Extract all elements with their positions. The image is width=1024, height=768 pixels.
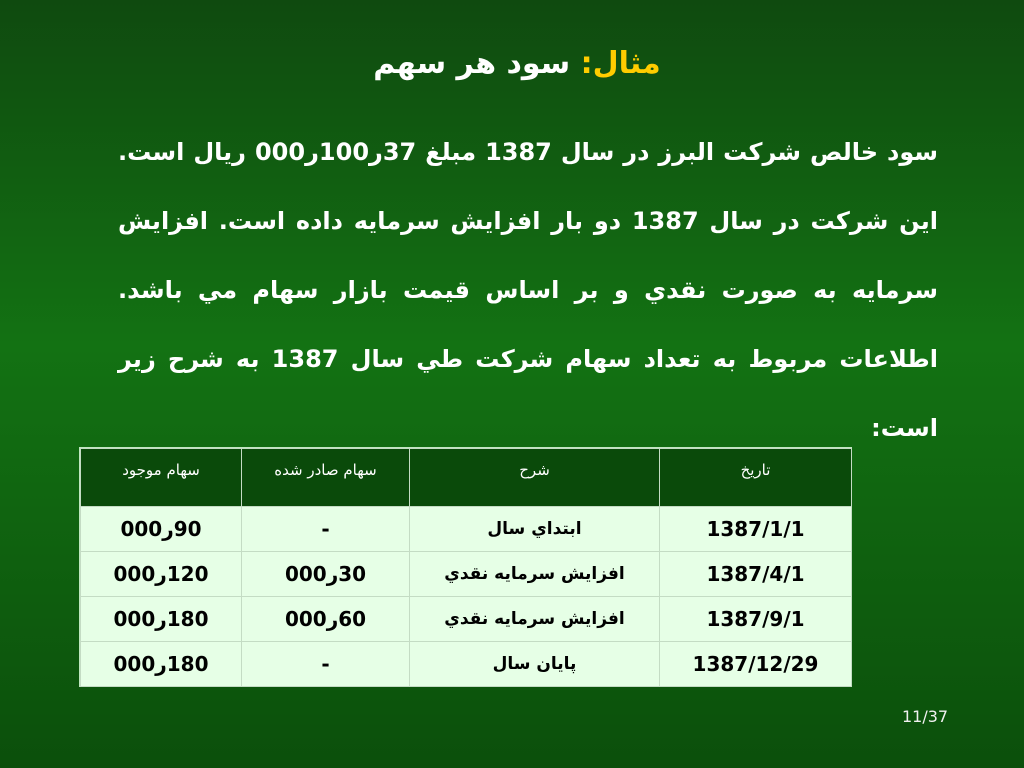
cell-description: ابتداي سال: [410, 507, 660, 552]
table-row: [81, 552, 852, 597]
cell-issued: 30ر000: [242, 552, 410, 597]
cell-description: پايان سال: [410, 642, 660, 687]
table-row: [81, 642, 852, 687]
cell-issued: -: [242, 507, 410, 552]
title-keyword: مثال:: [580, 46, 661, 81]
cell-description: افزايش سرمايه نقدي: [410, 597, 660, 642]
table-header-row: [81, 449, 852, 507]
shares-table: [79, 447, 852, 687]
cell-outstanding: 180ر000: [81, 597, 242, 642]
cell-issued: -: [242, 642, 410, 687]
header-description: شرح: [410, 449, 660, 507]
header-outstanding-shares: سهام موجود: [81, 449, 242, 507]
cell-description: افزايش سرمايه نقدي: [410, 552, 660, 597]
body-paragraph: سود خالص شرکت البرز در سال 1387 مبلغ 37ر100ر000 ريال است. اين شرکت در سال 1387 دو بار افزايش سرمايه داده است. افزايش سرمايه به صورت نقدي و بر اساس قيمت بازار سهام مي باشد. اطلاعات مربوط به تعداد سهام شرکت طي سال 1387 به شرح زير است:: [118, 138, 939, 442]
cell-outstanding: 120ر000: [81, 552, 242, 597]
header-date: تاريخ: [660, 449, 852, 507]
cell-issued: 60ر000: [242, 597, 410, 642]
title-text: سود هر سهم: [373, 46, 571, 81]
cell-date: 1387/12/29: [660, 642, 852, 687]
table-row: [81, 507, 852, 552]
cell-outstanding: 180ر000: [81, 642, 242, 687]
header-issued-shares: سهام صادر شده: [242, 449, 410, 507]
cell-date: 1387/1/1: [660, 507, 852, 552]
page-number: 11/37: [902, 707, 949, 726]
cell-outstanding: 90ر000: [81, 507, 242, 552]
table-row: [81, 597, 852, 642]
cell-date: 1387/4/1: [660, 552, 852, 597]
cell-date: 1387/9/1: [660, 597, 852, 642]
slide-title: [0, 46, 1024, 81]
